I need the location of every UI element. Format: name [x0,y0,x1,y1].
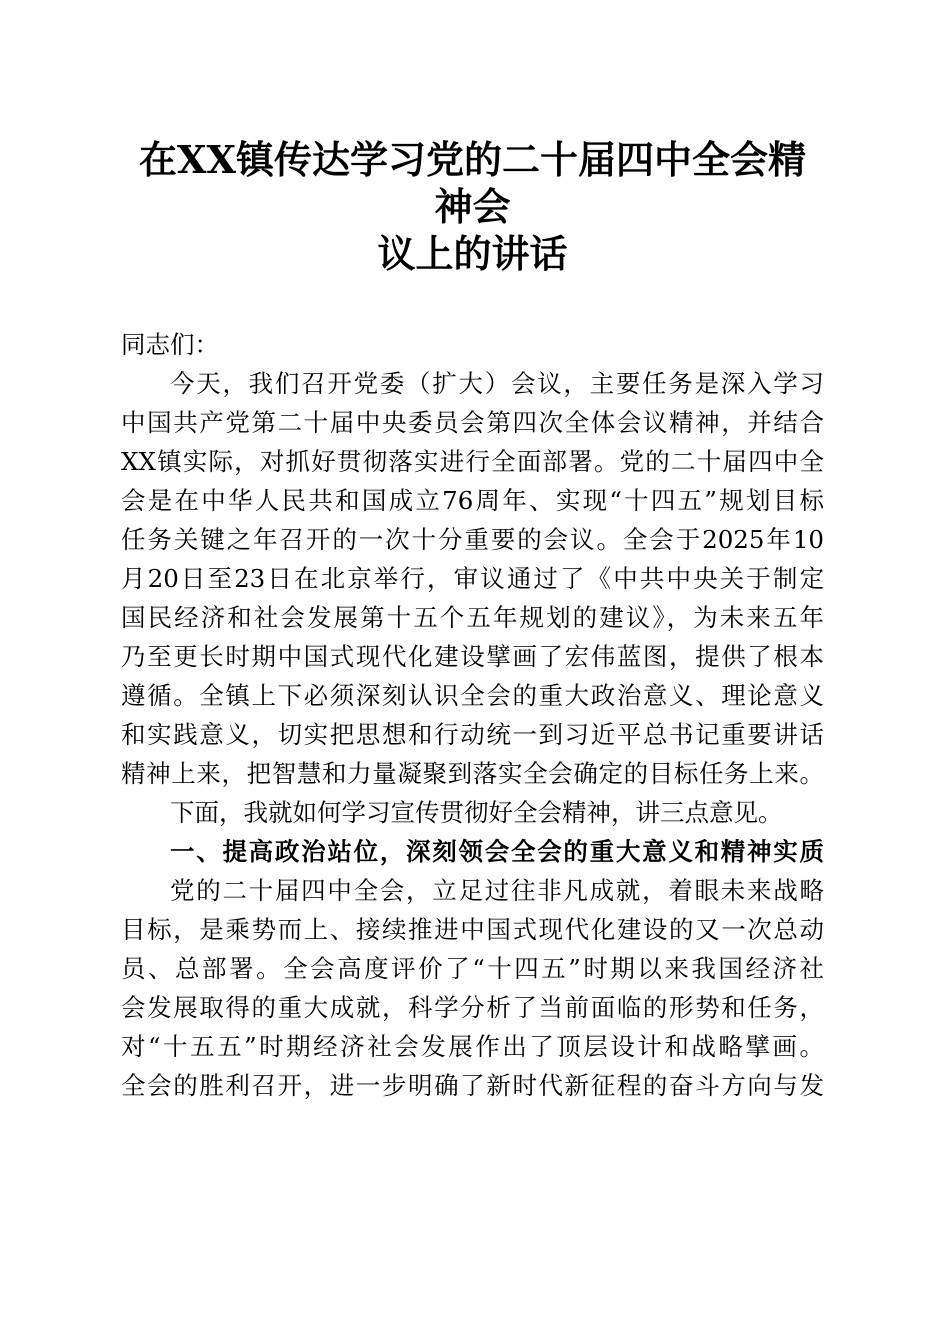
paragraph-section-1 [121,871,824,1105]
text-line: 月20日至23日在北京举行，审议通过了《中共中央关于制定 [121,564,824,593]
salutation: 同志们： [121,330,219,359]
text-line: 员、总部署。全会高度评价了“十四五”时期以来我国经济社 [121,954,824,983]
text-line: 中国共产党第二十届中央委员会第四次全体会议精神，并结合 [121,408,824,437]
text-line: 全会的胜利召开，进一步明确了新时代新征程的奋斗方向与发 [121,1071,824,1100]
text-line: XX镇实际，对抓好贯彻落实进行全面部署。党的二十届四中全 [121,447,824,476]
text-line: 国民经济和社会发展第十五个五年规划的建议》，为未来五年 [121,603,824,632]
text-line: 会是在中华人民共和国成立76周年、实现“十四五”规划目标 [121,486,824,515]
text-line: 对“十五五”时期经济社会发展作出了顶层设计和战略擘画。 [121,1032,824,1061]
title-line-2: 议上的讲话 [377,231,568,276]
document-title [121,136,824,277]
text-line: 乃至更长时期中国式现代化建设擘画了宏伟蓝图，提供了根本 [121,642,824,671]
section-heading-text: 一、提高政治站位，深刻领会全会的重大意义和精神实质 [170,837,824,866]
paragraph-intro [121,364,824,793]
text-line: 任务关键之年召开的一次十分重要的会议。全会于2025年10 [121,525,824,554]
text-line: 党的二十届四中全会，立足过往非凡成就，着眼未来战略 [170,876,824,905]
text-line: 目标，是乘势而上、接续推进中国式现代化建设的又一次总动 [121,915,824,944]
text-line: 今天，我们召开党委（扩大）会议，主要任务是深入学习 [170,369,824,398]
text-line: 遵循。全镇上下必须深刻认识全会的重大政治意义、理论意义 [121,681,824,710]
document-body [121,325,824,1105]
text-line: 和实践意义，切实把思想和行动统一到习近平总书记重要讲话 [121,720,824,749]
document-page [121,136,824,1105]
text-line: 下面，我就如何学习宣传贯彻好全会精神，讲三点意见。 [170,798,783,827]
title-line-1: 在XX镇传达学习党的二十届四中全会精神会 [139,137,806,229]
text-line: 会发展取得的重大成就，科学分析了当前面临的形势和任务， [121,993,824,1022]
text-line: 精神上来，把智慧和力量凝聚到落实全会确定的目标任务上来。 [121,759,824,788]
paragraph-transition [121,793,824,832]
section-heading-1 [121,832,824,871]
